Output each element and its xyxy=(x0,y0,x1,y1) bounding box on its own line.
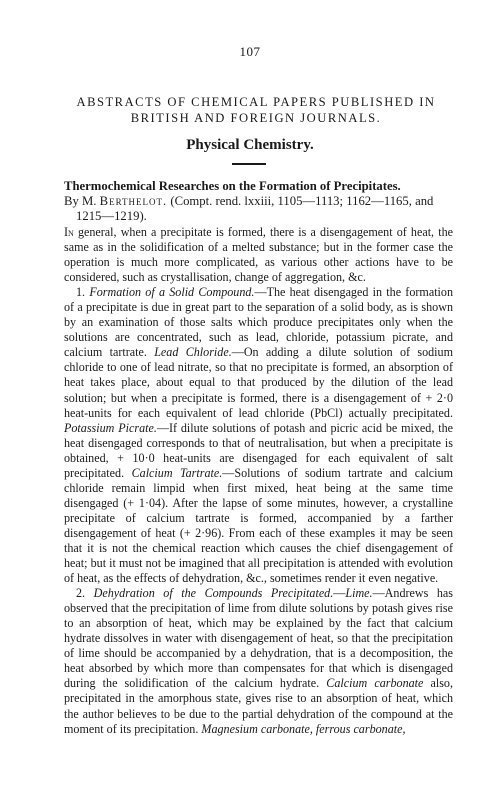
section-title: Physical Chemistry. xyxy=(186,137,314,153)
subheading-magnesium-carbonate: Magnesium carbonate, ferrous carbonate, xyxy=(201,721,406,736)
subheading-calcium-carbonate: Calcium carbonate xyxy=(326,676,424,691)
journal-title: ABSTRACTS OF CHEMICAL PAPERS PUBLISHED IN BRITISH AND FOREIGN JOURNALS. xyxy=(76,95,436,125)
subheading-solid-compound: Formation of a Solid Compound. xyxy=(89,285,255,300)
byline xyxy=(64,194,454,224)
subheading-dehydration: Dehydration of the Compounds Precipitated. xyxy=(93,586,334,601)
paragraph-dehydration xyxy=(64,586,453,736)
text-solid-compound: —The heat disengaged in the formation of a precipitate is due in great part to the separation of a solid body, as is shown by an examination of those salts which produce precipitates only when the solutions are concentrated, such as lead, chloride, potassium picrate, and calcium tartrate. xyxy=(64,285,454,360)
paper-title: Thermochemical Researches on the Formation of Precipitates. xyxy=(64,179,401,193)
subheading-lime: Lime. xyxy=(345,586,373,601)
dash: — xyxy=(333,586,346,601)
subheading-calcium-tartrate: Calcium Tartrate. xyxy=(131,465,223,480)
text-lime: —Andrews has observed that the precipitation of lime from dilute solutions by potash gives rise to an absorption of heat, which may be explained by the fact that calcium hydrate dissolves in water with disengagement of heat, so that the precipitation of lime should be accompanied by a dehydration, that is a decomposition, the heat absorbed by which more than compensates for that which is disengaged during the solidification of the calcium hydrate. xyxy=(64,586,453,691)
byline-by: By M. xyxy=(64,194,97,208)
paper-heading xyxy=(64,179,454,224)
section-number: 1. xyxy=(76,285,86,300)
text-potassium-picrate: —If dilute solutions of potash and picric acid be mixed, the heat disengaged corresponds to that of neutralisation, but when a precipitate is obtained, + 10·0 heat-units are disengaged for each equivalent of salt precipitated. xyxy=(64,420,453,480)
initial-word: In xyxy=(64,225,74,239)
page-number: 107 xyxy=(239,44,261,59)
section-rule xyxy=(232,163,266,165)
author-name: Berthelot. xyxy=(99,194,168,208)
paragraph-solid-compound xyxy=(64,285,453,586)
citation: (Compt. rend. lxxiii, 1105—1113; 1162—1165, and 1215—1219). xyxy=(76,194,434,223)
article-body xyxy=(64,225,453,737)
paragraph-intro xyxy=(64,225,453,285)
subheading-lead-chloride: Lead Chloride. xyxy=(154,345,232,360)
text-calcium-carbonate: also, precipitated in the amorphous state, gives rise to an absorption of heat, which the author believes to be due to the partial dehydration of the compound at the moment of its precipitation. xyxy=(64,676,454,736)
paragraph-intro-text: general, when a precipitate is formed, there is a disengagement of heat, the same as in the solidification of a melted substance; but in the former case the operation is much more complicated, as various other actions have to be considered, such as crystallisation, change of aggregation, &c. xyxy=(64,225,453,285)
text-calcium-tartrate: —Solutions of sodium tartrate and calcium chloride remain limpid when first mixed, heat being at the same time disengaged (+ 1·04). After the lapse of some minutes, however, a crystalline precipitate of calcium tartrate is formed, accompanied by a farther disengagement of heat (+ 2·96). From each of these examples it may be seen that it is not the chemical reaction which causes the chief disengagement of heat; but it must not be imagined that all precipitation is attended with evolution of heat, as the effects of dehydration, &c., sometimes render it even negative. xyxy=(64,465,453,586)
subheading-potassium-picrate: Potassium Picrate. xyxy=(64,420,157,435)
section-number: 2. xyxy=(76,586,86,601)
text-lead-chloride: —On adding a dilute solution of sodium chloride to one of lead nitrate, so that no precipitate is formed, an absorption of heat takes place, about equal to that produced by the dilution of the lead solution; but when a precipitate is formed, there is a disengagement of + 2·0 heat-units for each equivalent of lead chloride (PbCl) actually precipitated. xyxy=(64,345,453,420)
